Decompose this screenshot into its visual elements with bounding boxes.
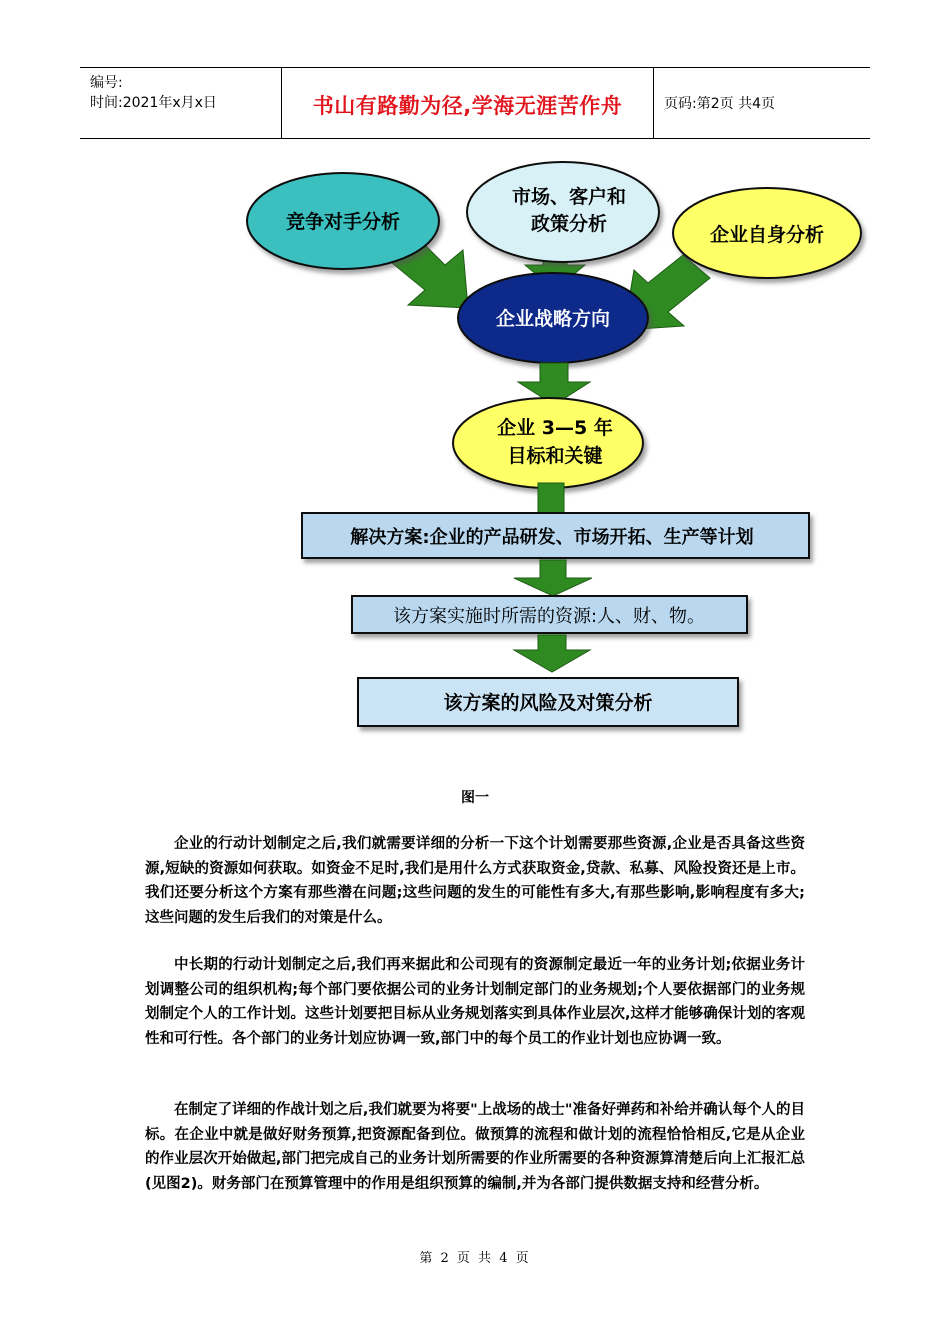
node-competitor-analysis — [247, 173, 439, 269]
paragraph-2: 中长期的行动计划制定之后,我们再来据此和公司现有的资源制定最近一年的业务计划;依据业务计划调整公司的组织机构;每个部门要依据公司的业务计划制定部门的业务规划;个人要依据部门的业务规划制定个人的工作计划。这些计划要把目标从业务规划落实到具体作业层次,这样才能够确保计划的客观性和可行性。各个部门的业务计划应协调一致,部门中的每个员工的作业计划也应协调一致。 — [145, 957, 805, 1047]
node-strategy-direction — [458, 273, 648, 363]
resources-label: 该方案实施时所需的资源:人、财、物。 — [392, 606, 706, 627]
code-label: 编号: — [90, 75, 123, 91]
box-resources — [352, 596, 747, 633]
paragraph-1: 企业的行动计划制定之后,我们就需要详细的分析一下这个计划需要那些资源,企业是否具备这些资源,短缺的资源如何获取。如资金不足时,我们是用什么方式获取资金,贷款、私募、风险投资还是上市。我们还要分析这个方案有那些潜在问题;这些问题的发生的可能性有多大,有那些影响,影响程度有多大;这些问题的发生后我们的对策是什么。 — [145, 836, 805, 926]
date-label: 时间:2021年x月x日 — [90, 95, 217, 111]
page-footer: 第 2 页 共 4 页 — [419, 1251, 531, 1266]
self-label: 企业自身分析 — [709, 224, 825, 246]
goals-label-line2: 目标和关键 — [507, 445, 603, 467]
arrow-solution-to-resources — [514, 560, 592, 596]
header-page-cell — [654, 68, 870, 138]
market-label-line2: 政策分析 — [530, 213, 608, 235]
page-info: 页码:第2页 共4页 — [664, 96, 775, 112]
paragraph-3: 在制定了详细的作战计划之后,我们就要为将要"上战场的战士"准备好弹药和补给并确认每个人的目标。在企业中就是做好财务预算,把资源配备到位。做预算的流程和做计划的流程恰恰相反,它是从企业的作业层次开始做起,部门把完成自己的业务计划所需要的作业所需要的各种资源算清楚后向上汇报汇总(见图2)。财务部门在预算管理中的作用是组织预算的编制,并为各部门提供数据支持和经营分析。 — [145, 1102, 805, 1192]
strategy-label: 企业战略方向 — [495, 308, 611, 330]
node-self-analysis — [673, 188, 861, 278]
goals-label-line1: 企业 3—5 年 — [497, 417, 613, 439]
arrow-resources-to-risk — [514, 635, 590, 672]
solution-label: 解决方案:企业的产品研发、市场开拓、生产等计划 — [350, 527, 754, 548]
strategy-flow-diagram — [0, 150, 950, 750]
figure-caption: 图一 — [461, 790, 489, 806]
document-header — [80, 67, 870, 139]
arrow-goals-to-solution — [538, 483, 564, 513]
market-label-line1: 市场、客户和 — [511, 186, 627, 208]
header-meta-cell — [80, 68, 282, 138]
header-motto-cell — [282, 68, 654, 138]
box-solution — [302, 513, 809, 558]
motto: 书山有路勤为径,学海无涯苦作舟 — [312, 94, 623, 118]
competitor-label: 竞争对手分析 — [285, 211, 401, 233]
node-goals — [453, 398, 643, 488]
risk-label: 该方案的风险及对策分析 — [443, 692, 653, 714]
node-market-analysis — [467, 162, 659, 262]
box-risk — [358, 678, 738, 726]
